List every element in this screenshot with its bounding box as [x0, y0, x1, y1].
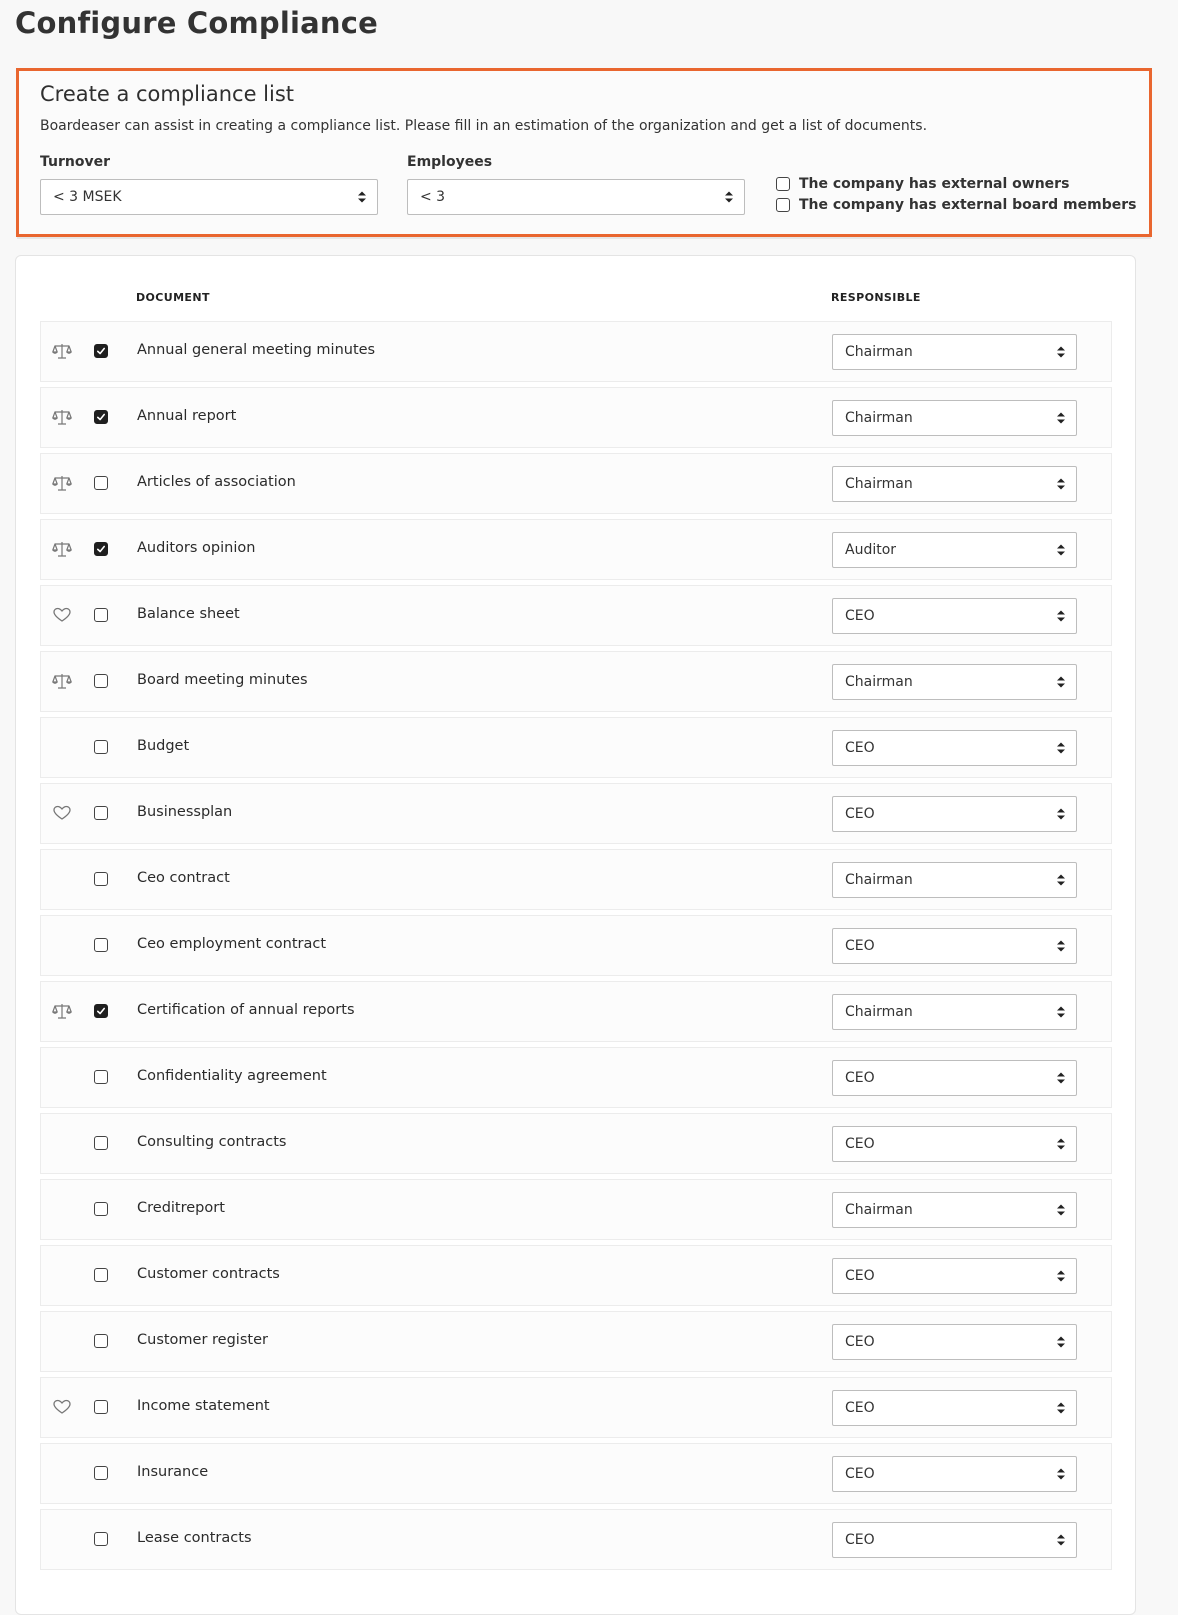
select-arrows-icon	[1057, 1469, 1065, 1480]
compliance-list-panel	[16, 68, 1152, 237]
responsible-value: CEO	[845, 1070, 875, 1086]
table-row	[40, 1509, 1112, 1570]
document-name: Businessplan	[137, 804, 233, 820]
responsible-value: Chairman	[845, 1004, 913, 1020]
responsible-select[interactable]	[832, 1126, 1077, 1162]
check-icon	[96, 412, 106, 422]
responsible-value: Chairman	[845, 872, 913, 888]
external-owners-label: The company has external owners	[799, 176, 1070, 192]
table-row	[40, 717, 1112, 778]
table-row	[40, 387, 1112, 448]
external-owners-option[interactable]	[776, 176, 1069, 192]
document-name: Confidentiality agreement	[137, 1068, 327, 1084]
responsible-select[interactable]	[832, 862, 1077, 898]
document-name: Ceo employment contract	[137, 936, 327, 952]
table-row	[40, 519, 1112, 580]
empty-icon-slot	[52, 738, 72, 756]
responsible-select[interactable]	[832, 1192, 1077, 1228]
responsible-select[interactable]	[832, 400, 1077, 436]
check-icon	[96, 346, 106, 356]
include-checkbox[interactable]	[94, 1004, 108, 1018]
empty-icon-slot	[52, 1134, 72, 1152]
scale-icon	[52, 1002, 72, 1020]
select-arrows-icon	[1057, 1337, 1065, 1348]
table-row	[40, 321, 1112, 382]
responsible-select[interactable]	[832, 730, 1077, 766]
select-arrows-icon	[1057, 1403, 1065, 1414]
table-row	[40, 1179, 1112, 1240]
employees-label: Employees	[407, 154, 493, 170]
responsible-value: CEO	[845, 1400, 875, 1416]
table-row	[40, 1113, 1112, 1174]
responsible-value: CEO	[845, 1334, 875, 1350]
turnover-select[interactable]	[40, 179, 378, 215]
column-header-responsible: RESPONSIBLE	[831, 291, 921, 304]
include-checkbox[interactable]	[94, 1400, 108, 1414]
responsible-value: Chairman	[845, 674, 913, 690]
table-row	[40, 585, 1112, 646]
document-table	[15, 255, 1136, 1615]
document-name: Balance sheet	[137, 606, 240, 622]
select-arrows-icon	[1057, 1007, 1065, 1018]
responsible-select[interactable]	[832, 1258, 1077, 1294]
empty-icon-slot	[52, 936, 72, 954]
document-name: Articles of association	[137, 474, 296, 490]
include-checkbox[interactable]	[94, 476, 108, 490]
document-name: Insurance	[137, 1464, 209, 1480]
responsible-select[interactable]	[832, 1060, 1077, 1096]
select-arrows-icon	[1057, 413, 1065, 424]
responsible-select[interactable]	[832, 994, 1077, 1030]
responsible-select[interactable]	[832, 466, 1077, 502]
select-arrows-icon	[1057, 1073, 1065, 1084]
empty-icon-slot	[52, 870, 72, 888]
select-arrows-icon	[1057, 1535, 1065, 1546]
table-row	[40, 1245, 1112, 1306]
responsible-value: Chairman	[845, 410, 913, 426]
responsible-select[interactable]	[832, 664, 1077, 700]
turnover-label: Turnover	[40, 154, 110, 170]
responsible-select[interactable]	[832, 598, 1077, 634]
document-name: Annual general meeting minutes	[137, 342, 376, 358]
responsible-value: Chairman	[845, 1202, 913, 1218]
select-arrows-icon	[1057, 941, 1065, 952]
select-arrows-icon	[1057, 743, 1065, 754]
responsible-value: CEO	[845, 740, 875, 756]
employees-value: < 3	[420, 189, 446, 205]
responsible-value: CEO	[845, 1136, 875, 1152]
include-checkbox[interactable]	[94, 674, 108, 688]
employees-select[interactable]	[407, 179, 745, 215]
select-arrows-icon	[1057, 1271, 1065, 1282]
external-board-checkbox[interactable]	[776, 198, 790, 212]
heart-icon	[52, 1398, 72, 1416]
panel-title: Create a compliance list	[40, 82, 295, 106]
turnover-value: < 3 MSEK	[53, 189, 122, 205]
table-row	[40, 915, 1112, 976]
table-row	[40, 651, 1112, 712]
select-arrows-icon	[1057, 347, 1065, 358]
table-row	[40, 1377, 1112, 1438]
include-checkbox[interactable]	[94, 1532, 108, 1546]
select-arrows-icon	[1057, 611, 1065, 622]
select-arrows-icon	[1057, 875, 1065, 886]
include-checkbox[interactable]	[94, 1334, 108, 1348]
include-checkbox[interactable]	[94, 542, 108, 556]
table-row	[40, 849, 1112, 910]
document-name: Budget	[137, 738, 190, 754]
check-icon	[96, 544, 106, 554]
responsible-value: CEO	[845, 806, 875, 822]
table-row	[40, 981, 1112, 1042]
empty-icon-slot	[52, 1530, 72, 1548]
document-name: Customer register	[137, 1332, 268, 1348]
check-icon	[96, 1006, 106, 1016]
responsible-value: CEO	[845, 1532, 875, 1548]
include-checkbox[interactable]	[94, 1136, 108, 1150]
heart-icon	[52, 804, 72, 822]
document-name: Consulting contracts	[137, 1134, 287, 1150]
responsible-select[interactable]	[832, 796, 1077, 832]
include-checkbox[interactable]	[94, 410, 108, 424]
select-arrows-icon	[1057, 809, 1065, 820]
scale-icon	[52, 342, 72, 360]
external-owners-checkbox[interactable]	[776, 177, 790, 191]
include-checkbox[interactable]	[94, 344, 108, 358]
select-arrows-icon	[1057, 1205, 1065, 1216]
responsible-value: Chairman	[845, 476, 913, 492]
responsible-select[interactable]	[832, 1456, 1077, 1492]
select-arrows-icon	[1057, 1139, 1065, 1150]
scale-icon	[52, 408, 72, 426]
empty-icon-slot	[52, 1200, 72, 1218]
empty-icon-slot	[52, 1332, 72, 1350]
scale-icon	[52, 474, 72, 492]
include-checkbox[interactable]	[94, 1202, 108, 1216]
responsible-value: Auditor	[845, 542, 897, 558]
empty-icon-slot	[52, 1464, 72, 1482]
panel-description: Boardeaser can assist in creating a compliance list. Please fill in an estimation of the organization and get a list of documents.	[40, 118, 928, 134]
document-name: Customer contracts	[137, 1266, 280, 1282]
responsible-select[interactable]	[832, 1324, 1077, 1360]
heart-icon	[52, 606, 72, 624]
include-checkbox[interactable]	[94, 1466, 108, 1480]
table-row	[40, 1047, 1112, 1108]
external-board-option[interactable]	[776, 197, 1136, 213]
select-arrows-icon	[358, 192, 366, 203]
include-checkbox[interactable]	[94, 740, 108, 754]
select-arrows-icon	[1057, 677, 1065, 688]
column-header-document: DOCUMENT	[136, 291, 210, 304]
responsible-value: CEO	[845, 938, 875, 954]
scale-icon	[52, 672, 72, 690]
empty-icon-slot	[52, 1068, 72, 1086]
document-name: Creditreport	[137, 1200, 225, 1216]
select-arrows-icon	[1057, 545, 1065, 556]
table-row	[40, 1443, 1112, 1504]
include-checkbox[interactable]	[94, 1070, 108, 1084]
document-name: Auditors opinion	[137, 540, 256, 556]
document-name: Ceo contract	[137, 870, 230, 886]
include-checkbox[interactable]	[94, 1268, 108, 1282]
responsible-select[interactable]	[832, 1390, 1077, 1426]
document-name: Certification of annual reports	[137, 1002, 355, 1018]
responsible-value: Chairman	[845, 344, 913, 360]
table-row	[40, 783, 1112, 844]
include-checkbox[interactable]	[94, 608, 108, 622]
responsible-select[interactable]	[832, 1522, 1077, 1558]
responsible-value: CEO	[845, 1466, 875, 1482]
select-arrows-icon	[1057, 479, 1065, 490]
document-name: Annual report	[137, 408, 237, 424]
page-title: Configure Compliance	[15, 6, 379, 40]
document-name: Income statement	[137, 1398, 270, 1414]
include-checkbox[interactable]	[94, 872, 108, 886]
document-name: Board meeting minutes	[137, 672, 308, 688]
responsible-select[interactable]	[832, 334, 1077, 370]
empty-icon-slot	[52, 1266, 72, 1284]
external-board-label: The company has external board members	[799, 197, 1137, 213]
responsible-select[interactable]	[832, 532, 1077, 568]
select-arrows-icon	[725, 192, 733, 203]
responsible-value: CEO	[845, 608, 875, 624]
include-checkbox[interactable]	[94, 806, 108, 820]
table-row	[40, 1311, 1112, 1372]
table-row	[40, 453, 1112, 514]
responsible-value: CEO	[845, 1268, 875, 1284]
include-checkbox[interactable]	[94, 938, 108, 952]
responsible-select[interactable]	[832, 928, 1077, 964]
document-name: Lease contracts	[137, 1530, 252, 1546]
scale-icon	[52, 540, 72, 558]
document-list	[40, 321, 1112, 1575]
